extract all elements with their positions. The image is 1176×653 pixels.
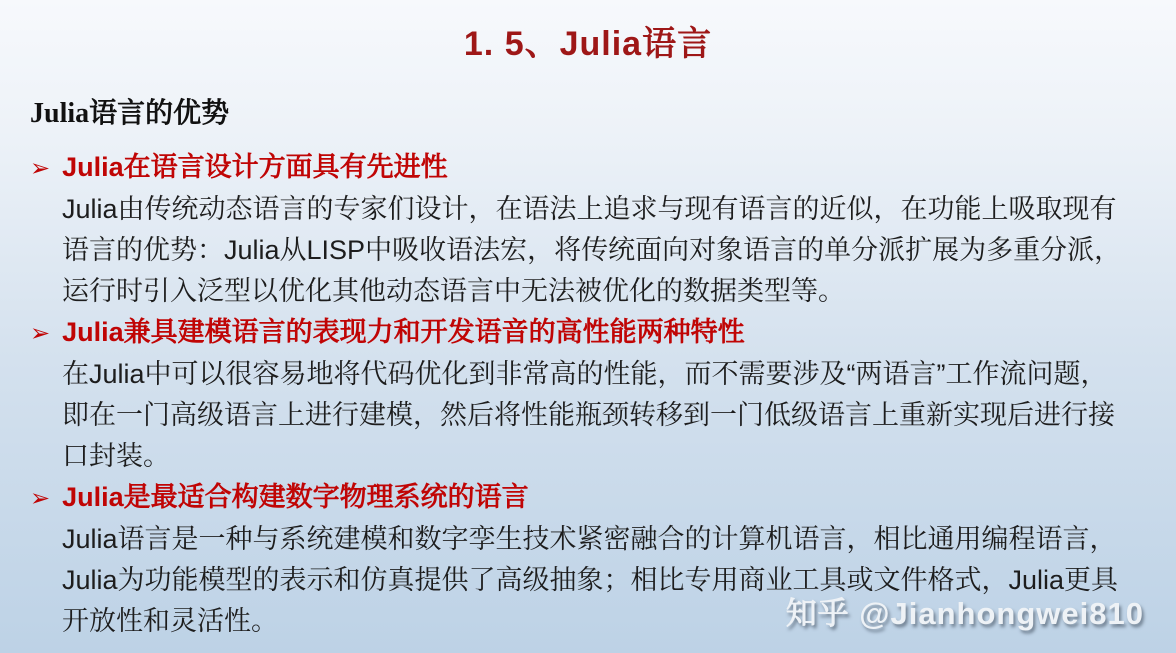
- bullet-2-line-1: 在Julia中可以很容易地将代码优化到非常高的性能，而不需要涉及“两语言”工作流问题，: [62, 359, 1108, 389]
- bullet-1-line-1: Julia由传统动态语言的专家们设计，在语法上追求与现有语言的近似，在功能上吸取现有: [62, 194, 1117, 224]
- bullet-3-line-3: 开放性和灵活性。: [62, 606, 278, 636]
- bullet-heading-3-text: Julia是最适合构建数字物理系统的语言: [62, 482, 529, 512]
- bullet-2-line-3: 口封装。: [62, 441, 170, 471]
- bullet-3-line-2: Julia为功能模型的表示和仿真提供了高级抽象；相比专用商业工具或文件格式，Julia更具: [62, 565, 1119, 595]
- slide-subtitle: Julia语言的优势: [30, 98, 230, 129]
- bullet-arrow-icon: ➢: [30, 485, 51, 512]
- slide-title: 1. 5、Julia语言: [463, 25, 713, 63]
- bullet-heading-3: [0, 477, 1176, 519]
- bullet-heading-1: [0, 147, 1176, 189]
- bullet-heading-1-text: Julia在语言设计方面具有先进性: [62, 152, 448, 182]
- bullet-1-line-2: 语言的优势：Julia从LISP中吸收语法宏，将传统面向对象语言的单分派扩展为多重分派，: [62, 235, 1122, 265]
- slide-content: [0, 147, 1176, 642]
- bullet-heading-2: [0, 312, 1176, 354]
- bullet-arrow-icon: ➢: [30, 320, 51, 347]
- zhihu-watermark: 知乎 @Jianhongwei810: [785, 596, 1144, 631]
- bullet-arrow-icon: ➢: [30, 155, 51, 182]
- bullet-heading-2-text: Julia兼具建模语言的表现力和开发语音的高性能两种特性: [62, 317, 745, 347]
- bullet-3-line-1: Julia语言是一种与系统建模和数字孪生技术紧密融合的计算机语言，相比通用编程语言，: [62, 524, 1117, 554]
- bullet-1-line-3: 运行时引入泛型以优化其他动态语言中无法被优化的数据类型等。: [62, 276, 845, 306]
- bullet-2-line-2: 即在一门高级语言上进行建模，然后将性能瓶颈转移到一门低级语言上重新实现后进行接: [62, 400, 1115, 430]
